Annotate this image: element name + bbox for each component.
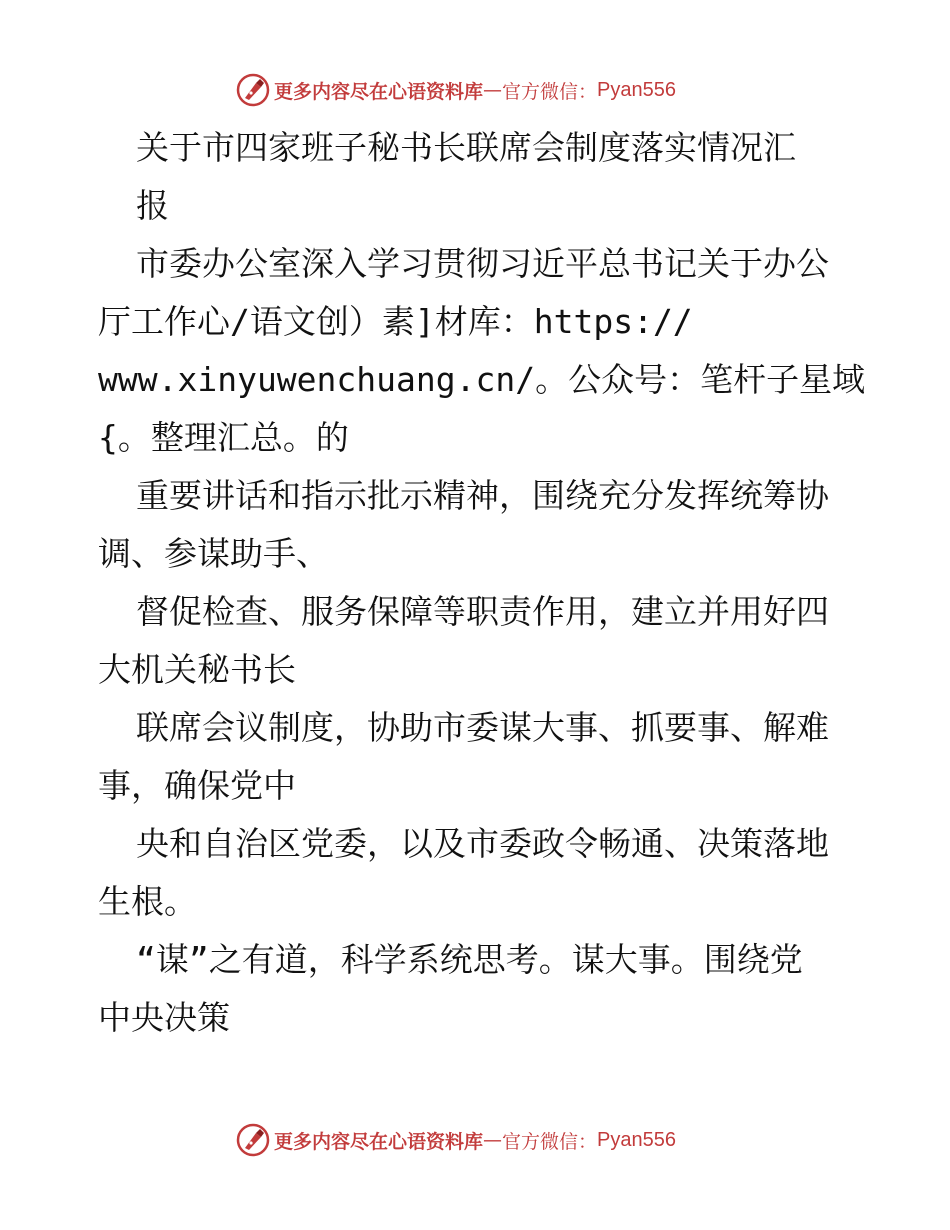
banner-separator: —: [483, 79, 503, 101]
body-text-line: “谋”之有道，科学系统思考。谋大事。围绕党: [136, 940, 803, 979]
banner-wechat-label: 官方微信：: [502, 1130, 598, 1153]
pen-nib-logo-icon: [236, 1123, 270, 1157]
body-text-line: 生根。: [98, 882, 197, 921]
banner-wechat-id: Pyan556: [597, 1128, 676, 1151]
document-title-line-1: 关于市四家班子秘书长联席会制度落实情况汇: [136, 128, 796, 167]
body-text-line: 事，确保党中: [98, 766, 296, 805]
body-text-line: 重要讲话和指示批示精神，围绕充分发挥统筹协: [136, 476, 829, 515]
body-text-line: {。整理汇总。的: [98, 418, 349, 457]
footer-banner: [236, 1122, 676, 1158]
document-title-line-2: 报: [136, 186, 169, 225]
banner-site-name: 更多内容尽在心语资料库: [274, 80, 484, 103]
body-text-line: 市委办公室深入学习贯彻习近平总书记关于办公: [136, 244, 829, 283]
body-text-line: 央和自治区党委，以及市委政令畅通、决策落地: [136, 824, 829, 863]
body-text-line: 联席会议制度，协助市委谋大事、抓要事、解难: [136, 708, 829, 747]
header-banner: [236, 72, 676, 108]
banner-wechat-label: 官方微信：: [502, 80, 598, 103]
pen-nib-logo-icon: [236, 73, 270, 107]
body-text-line: www.xinyuwenchuang.cn/。公众号：笔杆子星域: [98, 360, 866, 399]
body-text-line: 调、参谋助手、: [98, 534, 329, 573]
banner-separator: —: [483, 1129, 503, 1151]
body-text-line: 厅工作心/语文创）素]材库：https://: [98, 302, 693, 341]
body-text-line: 中央决策: [98, 998, 230, 1037]
body-text-line: 督促检查、服务保障等职责作用，建立并用好四: [136, 592, 829, 631]
body-text-line: 大机关秘书长: [98, 650, 296, 689]
banner-site-name: 更多内容尽在心语资料库: [274, 1130, 484, 1153]
banner-wechat-id: Pyan556: [597, 78, 676, 101]
